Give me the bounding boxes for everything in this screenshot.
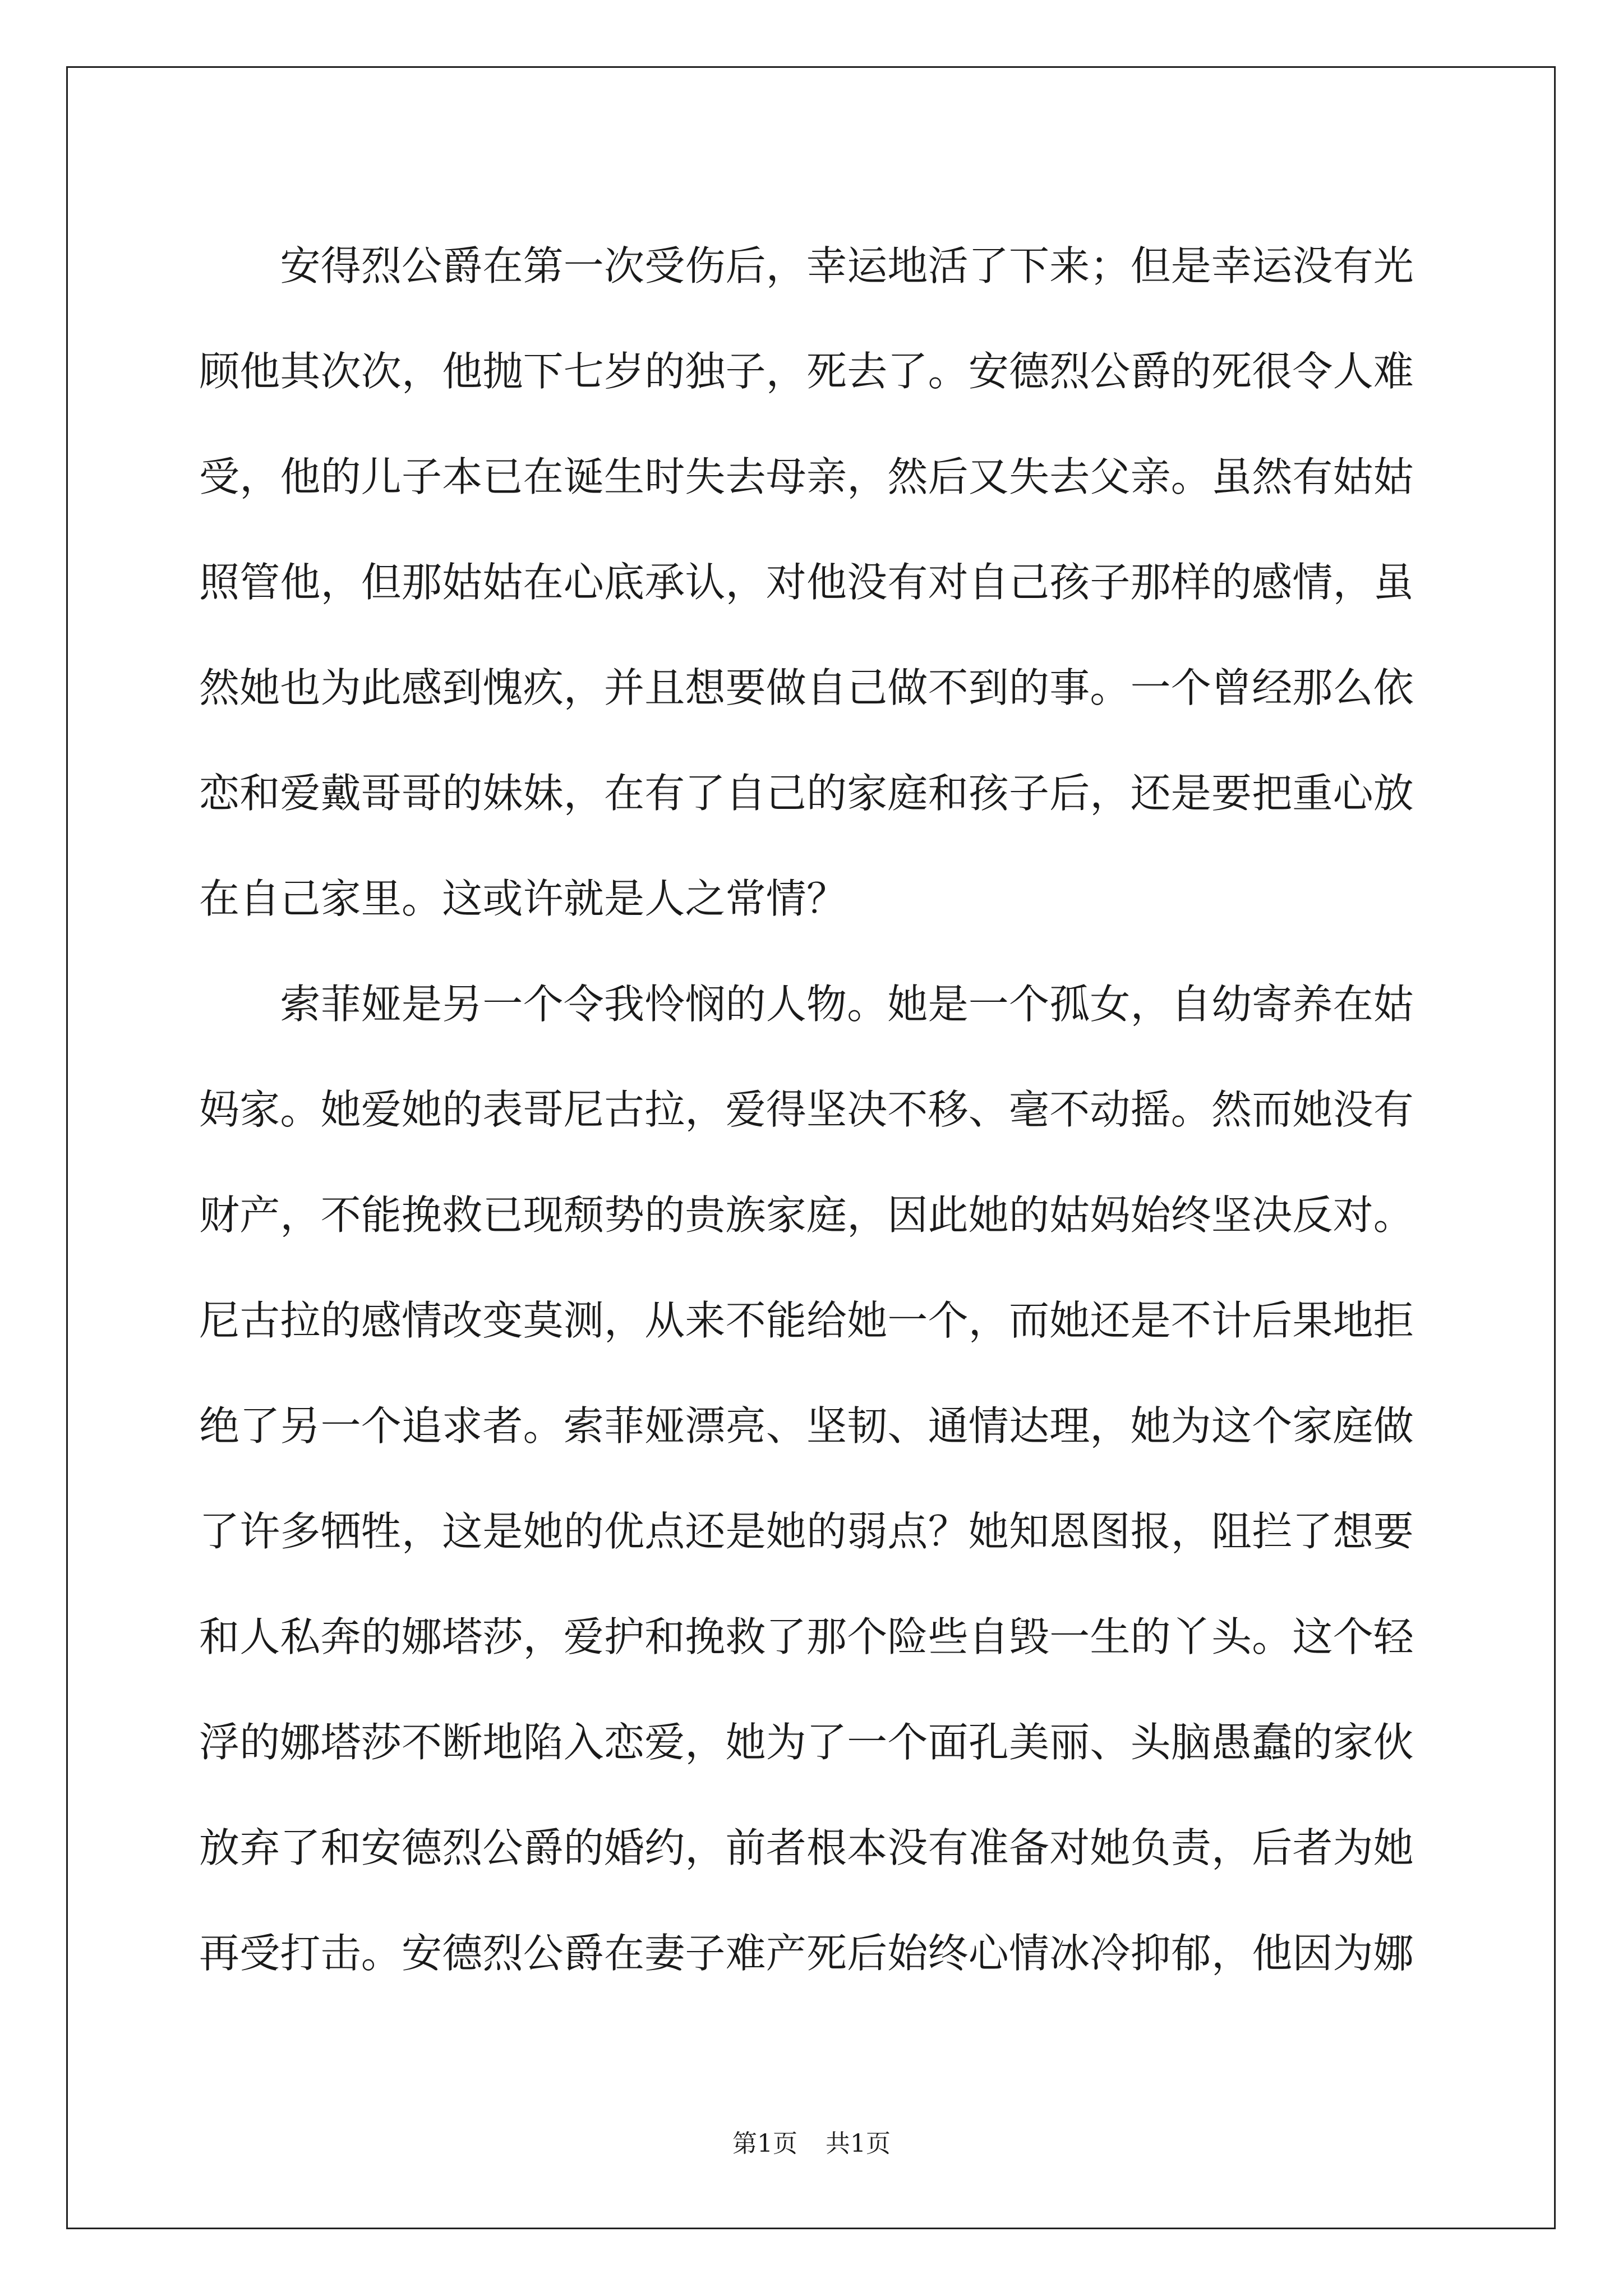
text-line: 在自己家里。这或许就是人之常情？ [199, 875, 847, 922]
text-line: 财产，不能挽救已现颓势的贵族家庭，因此她的姑妈始终坚决反对。 [199, 1191, 1414, 1239]
page-footer [0, 2123, 1623, 2159]
text-line: 恋和爱戴哥哥的妹妹，在有了自己的家庭和孩子后，还是要把重心放 [199, 770, 1414, 817]
text-line: 妈家。她爱她的表哥尼古拉，爱得坚决不移、毫不动摇。然而她没有 [199, 1086, 1414, 1133]
text-line: 尼古拉的感情改变莫测，从来不能给她一个，而她还是不计后果地拒 [199, 1297, 1414, 1344]
text-line: 照管他，但那姑姑在心底承认，对他没有对自己孩子那样的感情，虽 [199, 559, 1414, 606]
page-total: 共1页 [826, 2129, 891, 2158]
document-body [199, 213, 1422, 2006]
text-line: 和人私奔的娜塔莎，爱护和挽救了那个险些自毁一生的丫头。这个轻 [199, 1613, 1414, 1660]
text-line: 然她也为此感到愧疚，并且想要做自己做不到的事。一个曾经那么依 [199, 664, 1414, 711]
text-line: 受，他的儿子本已在诞生时失去母亲，然后又失去父亲。虽然有姑姑 [199, 453, 1414, 500]
page-number: 第1页 [732, 2129, 797, 2158]
text-line: 顾他其次次，他抛下七岁的独子，死去了。安德烈公爵的死很令人难 [199, 348, 1414, 395]
text-line: 放弃了和安德烈公爵的婚约，前者根本没有准备对她负责，后者为她 [199, 1824, 1414, 1871]
text-line: 再受打击。安德烈公爵在妻子难产死后始终心情冰冷抑郁，他因为娜 [199, 1930, 1414, 1977]
text-line: 绝了另一个追求者。索菲娅漂亮、坚韧、通情达理，她为这个家庭做 [199, 1402, 1414, 1450]
text-line: 索菲娅是另一个令我怜悯的人物。她是一个孤女，自幼寄养在姑 [199, 981, 1414, 1028]
text-line: 安得烈公爵在第一次受伤后，幸运地活了下来；但是幸运没有光 [199, 242, 1414, 289]
text-line: 浮的娜塔莎不断地陷入恋爱，她为了一个面孔美丽、头脑愚蠢的家伙 [199, 1719, 1414, 1766]
text-line: 了许多牺牲，这是她的优点还是她的弱点？她知恩图报，阻拦了想要 [199, 1508, 1414, 1555]
